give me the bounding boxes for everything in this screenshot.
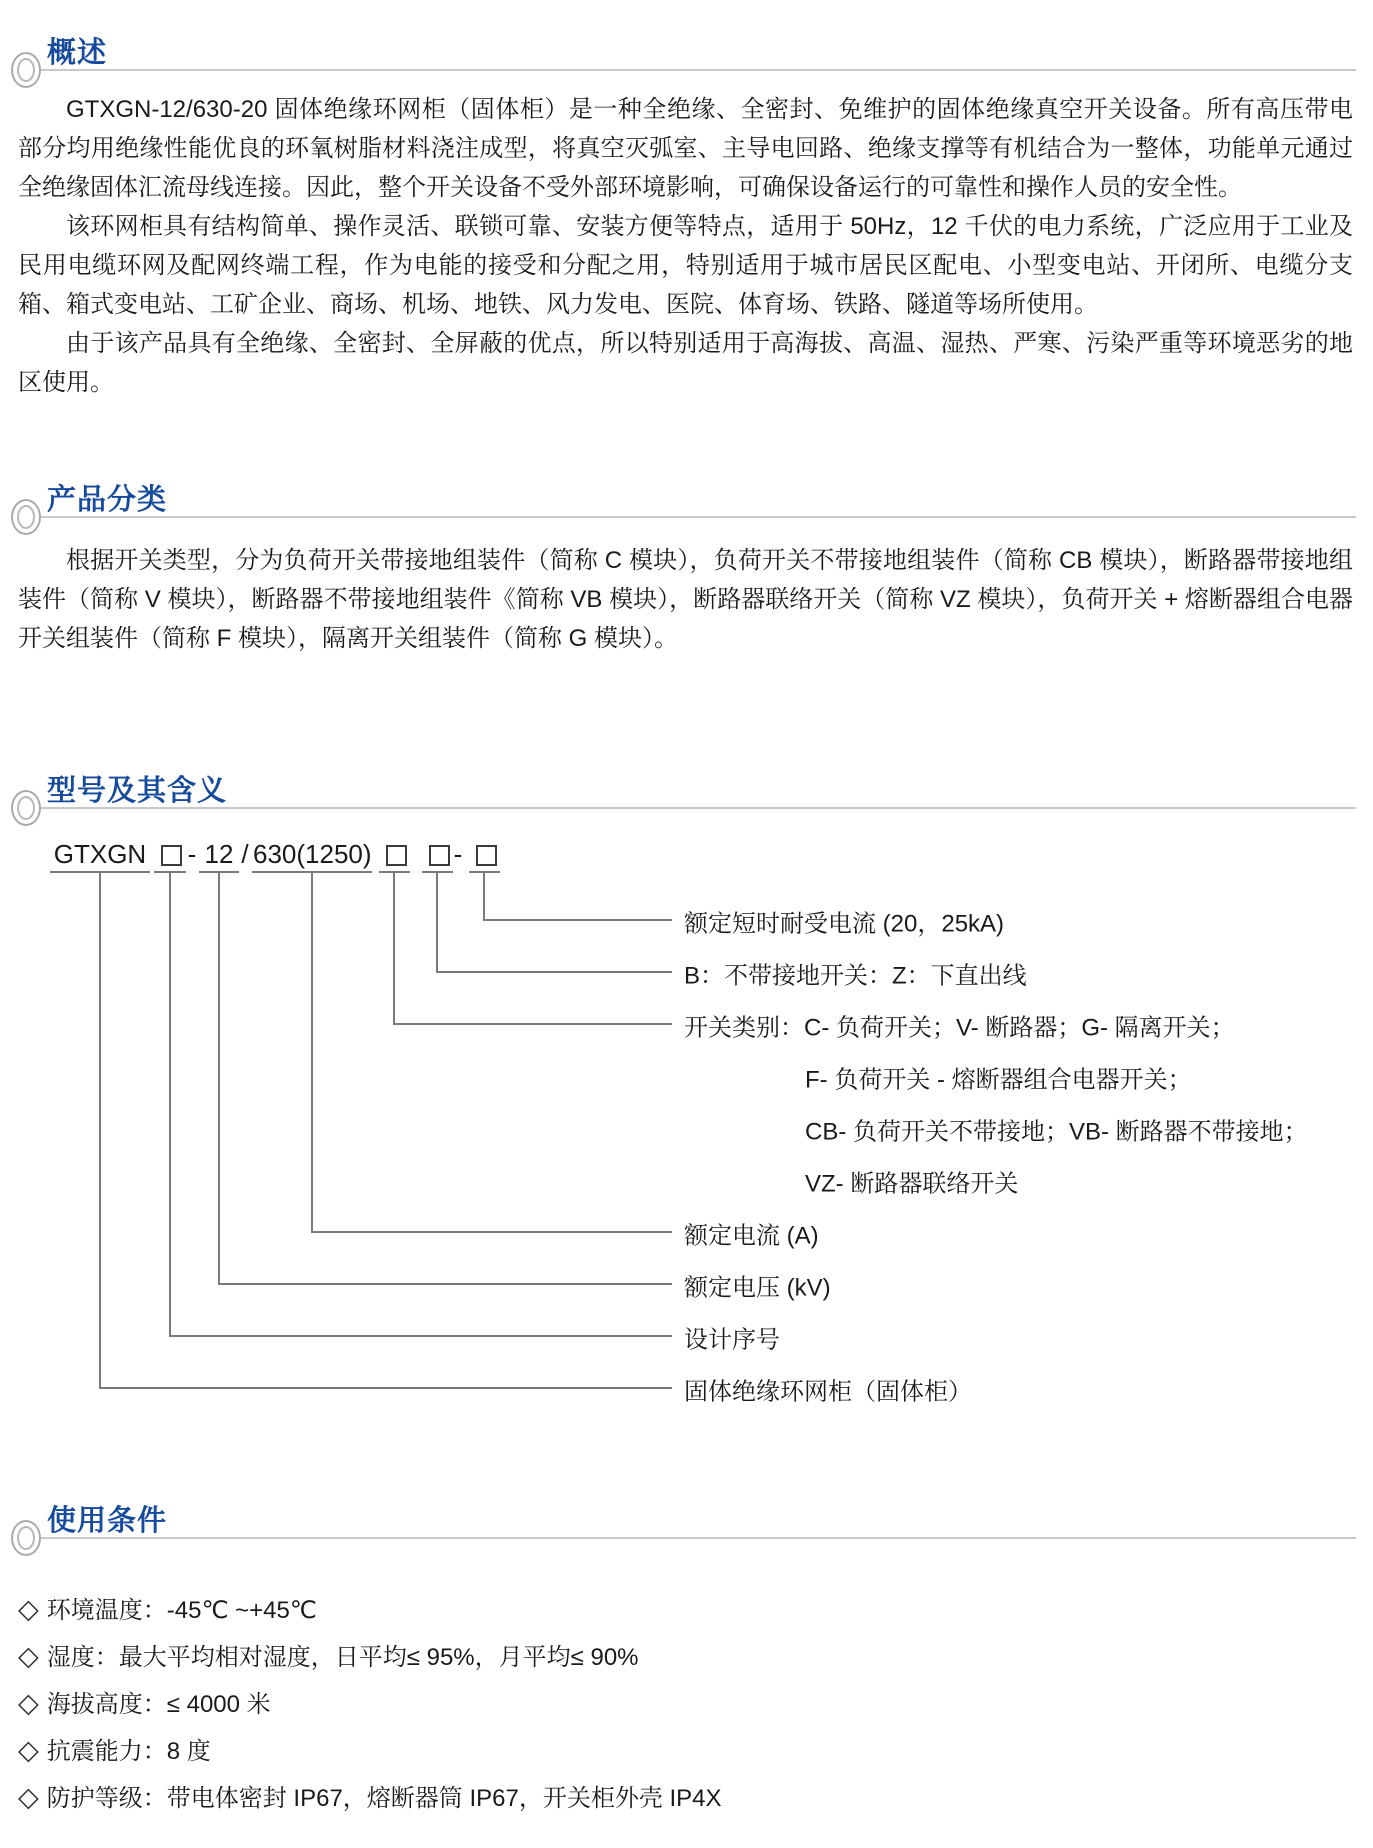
ladder-line [169,873,171,1337]
section-rule [41,516,1356,518]
ladder-line [393,873,395,1025]
label-short-time-current: 额定短时耐受电流 (20，25kA) [684,910,1005,938]
section-header-classification [0,477,1356,547]
ladder-line [311,1231,672,1233]
label-product-name: 固体绝缘环网柜（固体柜） [684,1378,972,1406]
diamond-bullet-icon: ◇ [18,1782,39,1812]
overview-paragraph-2: 该环网柜具有结构简单、操作灵活、联锁可靠、安装方便等特点，适用于 50Hz，12 千伏的电力系统，广泛应用于工业及民用电缆环网及配网终端工程，作为电能的接受和分配之用，特别适用于城市居民区配电、小型变电站、开闭所、电缆分支箱、箱式变电站、工矿企业、商场、机场、地铁、风力发电、医院、体育场、铁路、隧道等场所使用。 [18,213,1353,318]
section-title-conditions: 使用条件 [47,1505,168,1537]
section-title-classification: 产品分类 [47,484,168,516]
label-b-z: B：不带接地开关：Z：下直出线 [684,962,1027,990]
section-ring-icon [11,790,41,826]
condition-text: 防护等级：带电体密封 IP67，熔断器筒 IP67，开关柜外壳 IP4X [46,1785,722,1812]
model-code-voltage: 12 [204,839,234,869]
section-rule [41,807,1356,809]
section-ring-icon [11,1520,41,1556]
model-code-placeholder-box [161,845,182,866]
ladder-line [99,873,101,1389]
condition-item [18,1774,1353,1821]
section-header-conditions [0,1498,1356,1568]
model-code-current: 630(1250) [253,839,372,869]
model-code-placeholder-box [476,845,497,866]
label-switch-category: 开关类别：C- 负荷开关；V- 断路器；G- 隔离开关； [684,1014,1235,1042]
label-rated-current: 额定电流 (A) [684,1222,819,1250]
section-header-model [0,768,1356,838]
section-rule [41,69,1356,71]
label-switch-category-vz: VZ- 断路器联络开关 [805,1170,1019,1198]
ladder-line [99,1387,672,1389]
conditions-list [18,1586,1353,1821]
model-code-prefix: GTXGN [53,839,147,869]
diamond-bullet-icon: ◇ [18,1688,39,1718]
label-switch-category-f: F- 负荷开关 - 熔断器组合电器开关； [805,1066,1192,1094]
ladder-line [393,1023,672,1025]
condition-item [18,1680,1353,1727]
ladder-line [436,873,438,973]
diamond-bullet-icon: ◇ [18,1735,39,1765]
condition-item [18,1727,1353,1774]
ladder-line [483,873,485,921]
section-title-model: 型号及其含义 [47,775,228,807]
label-design-serial: 设计序号 [684,1326,780,1354]
diamond-bullet-icon: ◇ [18,1641,39,1671]
model-code-separator: / [241,839,249,869]
section-ring-icon [11,52,41,88]
ladder-line [218,873,220,1285]
classification-paragraph-1: 根据开关类型，分为负荷开关带接地组装件（简称 C 模块），负荷开关不带接地组装件（简称 CB 模块），断路器带接地组装件（简称 V 模块），断路器不带接地组装件《简称 VB 模块），断路器联络开关（简称 VZ 模块），负荷开关 + 熔断器组合电器开关组装件（简称 F 模块），隔离开关组装件（简称 G 模块）。 [18,547,1353,652]
condition-text: 环境温度：-45℃ ~+45℃ [46,1597,317,1624]
condition-text: 湿度：最大平均相对湿度，日平均≤ 95%，月平均≤ 90% [46,1644,639,1671]
section-title-overview: 概述 [47,37,108,69]
condition-text: 海拔高度：≤ 4000 米 [46,1691,271,1718]
label-rated-voltage: 额定电压 (kV) [684,1274,831,1302]
ladder-line [169,1335,672,1337]
classification-paragraphs [18,541,1353,658]
model-code-separator: - [453,839,463,869]
model-code-placeholder-box [386,845,407,866]
section-rule [41,1537,1356,1539]
section-ring-icon [11,499,41,535]
overview-paragraphs [18,90,1353,402]
condition-text: 抗震能力：8 度 [46,1738,211,1765]
condition-item [18,1586,1353,1633]
model-code-placeholder-box [429,845,450,866]
overview-paragraph-1: GTXGN-12/630-20 固体绝缘环网柜（固体柜）是一种全绝缘、全密封、免维护的固体绝缘真空开关设备。所有高压带电部分均用绝缘性能优良的环氧树脂材料浇注成型，将真空灭弧室、主导电回路、绝缘支撑等有机结合为一整体，功能单元通过全绝缘固体汇流母线连接。因此，整个开关设备不受外部环境影响，可确保设备运行的可靠性和操作人员的安全性。 [18,96,1353,201]
ladder-line [483,919,672,921]
label-switch-category-cb-vb: CB- 负荷开关不带接地；VB- 断路器不带接地； [805,1118,1308,1146]
ladder-line [218,1283,672,1285]
overview-paragraph-3: 由于该产品具有全绝缘、全密封、全屏蔽的优点，所以特别适用于高海拔、高温、湿热、严寒、污染严重等环境恶劣的地区使用。 [18,330,1353,396]
diamond-bullet-icon: ◇ [18,1594,39,1624]
model-code-separator: - [187,839,197,869]
ladder-line [311,873,313,1233]
condition-item [18,1633,1353,1680]
ladder-line [436,971,672,973]
